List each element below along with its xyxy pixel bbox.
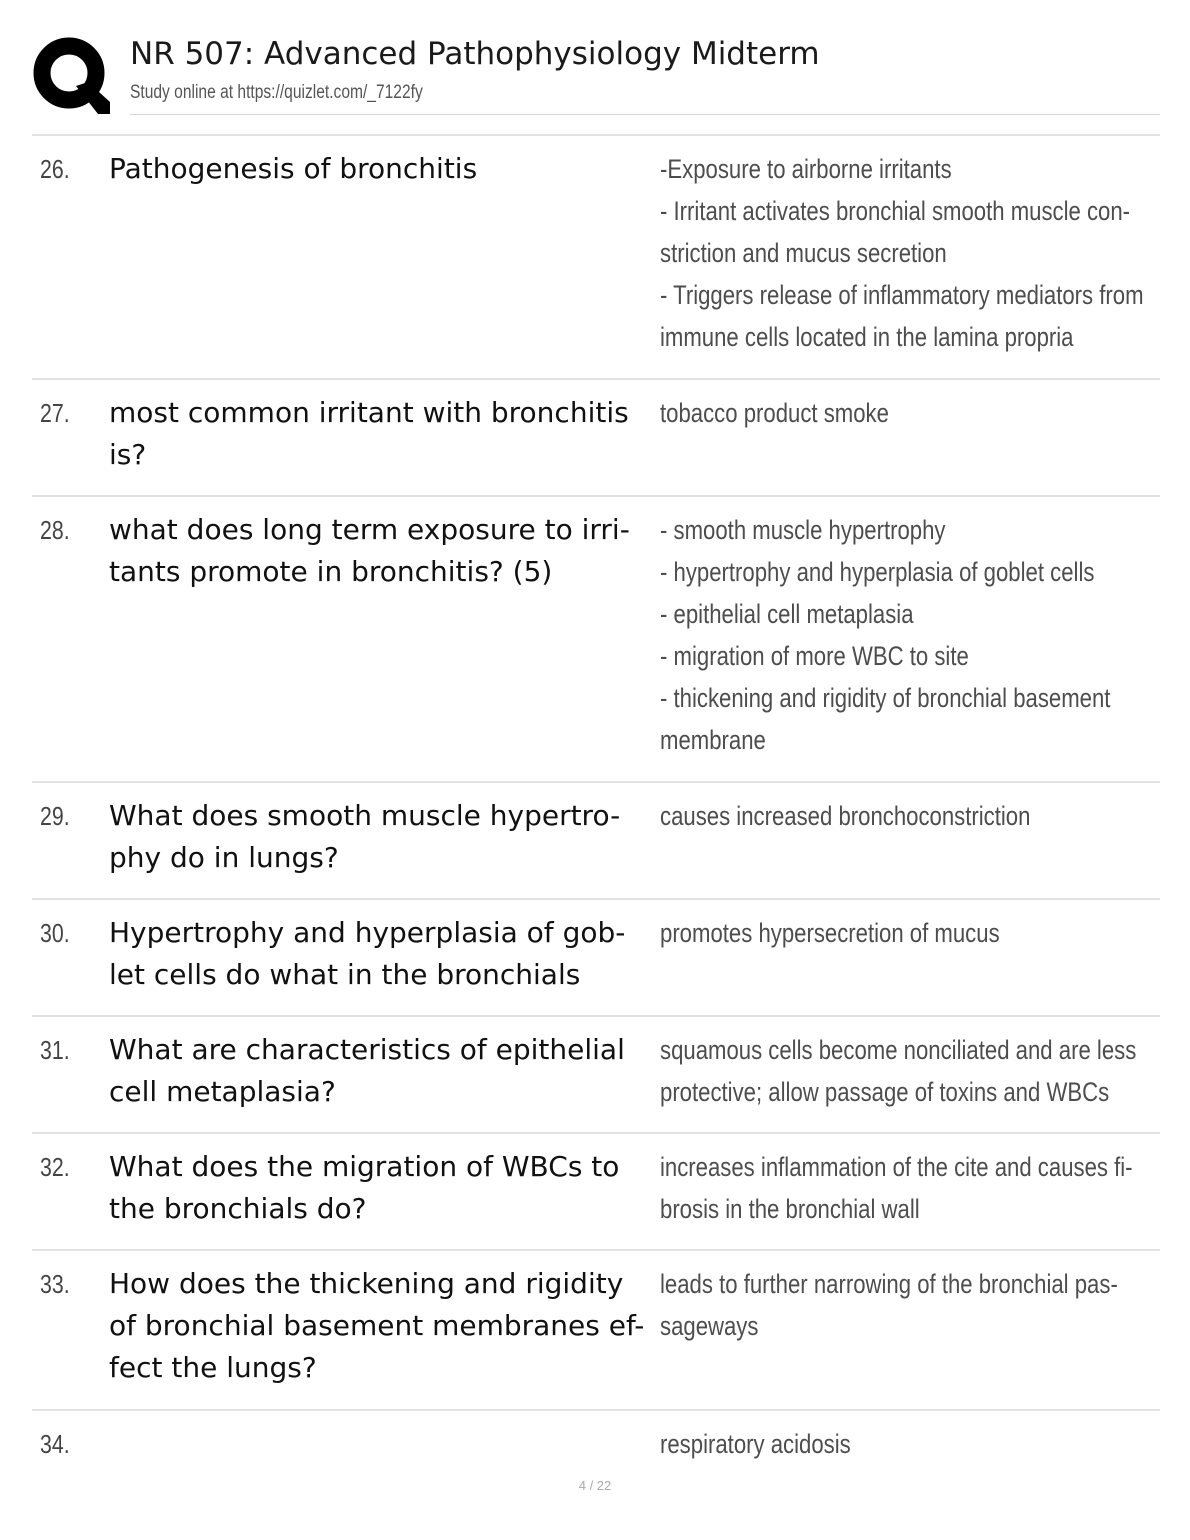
term-line: most common irritant with bronchitis bbox=[109, 396, 629, 429]
flashcard-row bbox=[32, 783, 1160, 900]
definition-line: promotes hypersecretion of mucus bbox=[660, 918, 1000, 948]
card-number: 27. bbox=[40, 398, 70, 428]
term-line: tants promote in bronchitis? (5) bbox=[109, 555, 553, 588]
definition-line: increases inflammation of the cite and causes fi- bbox=[660, 1152, 1133, 1182]
definition-line: membrane bbox=[660, 725, 766, 755]
definition-line: squamous cells become nonciliated and are less bbox=[660, 1035, 1137, 1065]
header-divider bbox=[130, 114, 1160, 115]
card-number: 28. bbox=[40, 515, 70, 545]
card-term bbox=[109, 912, 654, 996]
flashcard-row bbox=[32, 900, 1160, 1017]
page-number: 4 / 22 bbox=[578, 1478, 612, 1493]
term-line: let cells do what in the bronchials bbox=[109, 958, 581, 991]
definition-line: protective; allow passage of toxins and WBCs bbox=[660, 1077, 1110, 1107]
quizlet-logo-icon bbox=[32, 36, 110, 114]
card-term bbox=[109, 1146, 654, 1230]
term-line: Pathogenesis of bronchitis bbox=[109, 152, 478, 185]
study-online-link[interactable]: Study online at https://quizlet.com/_7122fy bbox=[130, 82, 423, 103]
definition-line: - epithelial cell metaplasia bbox=[660, 599, 914, 629]
definition-line: tobacco product smoke bbox=[660, 398, 889, 428]
card-definition bbox=[660, 1263, 1160, 1347]
definition-line: immune cells located in the lamina propria bbox=[660, 322, 1074, 352]
term-line: is? bbox=[109, 438, 147, 471]
definition-line: - Triggers release of inflammatory mediators from bbox=[660, 280, 1144, 310]
definition-line: leads to further narrowing of the bronchial pas- bbox=[660, 1269, 1118, 1299]
card-definition bbox=[660, 1423, 1160, 1465]
flashcard-row bbox=[32, 380, 1160, 497]
flashcard-row bbox=[32, 1017, 1160, 1134]
flashcard-row bbox=[32, 497, 1160, 783]
term-line: What are characteristics of epithelial bbox=[109, 1033, 625, 1066]
card-number: 32. bbox=[40, 1152, 70, 1182]
term-line: of bronchial basement membranes ef- bbox=[109, 1309, 645, 1342]
term-line: what does long term exposure to irri- bbox=[109, 513, 630, 546]
page-header bbox=[32, 30, 1160, 118]
term-line: the bronchials do? bbox=[109, 1192, 367, 1225]
card-term bbox=[109, 1029, 654, 1113]
flashcard-row bbox=[32, 136, 1160, 380]
card-definition bbox=[660, 148, 1160, 358]
card-term bbox=[109, 392, 654, 476]
definition-line: - Irritant activates bronchial smooth muscle con- bbox=[660, 196, 1131, 226]
definition-line: - hypertrophy and hyperplasia of goblet cells bbox=[660, 557, 1095, 587]
card-definition bbox=[660, 392, 1160, 434]
card-term bbox=[109, 509, 654, 593]
term-line: Hypertrophy and hyperplasia of gob- bbox=[109, 916, 626, 949]
card-term bbox=[109, 148, 654, 190]
definition-line: striction and mucus secretion bbox=[660, 238, 947, 268]
definition-line: - smooth muscle hypertrophy bbox=[660, 515, 946, 545]
card-definition bbox=[660, 912, 1160, 954]
card-number: 31. bbox=[40, 1035, 70, 1065]
definition-line: respiratory acidosis bbox=[660, 1429, 851, 1459]
card-definition bbox=[660, 1146, 1160, 1230]
definition-line: - migration of more WBC to site bbox=[660, 641, 969, 671]
card-definition bbox=[660, 1029, 1160, 1113]
term-line: What does smooth muscle hypertro- bbox=[109, 799, 621, 832]
flashcard-row bbox=[32, 1251, 1160, 1411]
term-line: What does the migration of WBCs to bbox=[109, 1150, 620, 1183]
card-term bbox=[109, 795, 654, 879]
card-number: 30. bbox=[40, 918, 70, 948]
card-term bbox=[109, 1263, 654, 1389]
term-line: cell metaplasia? bbox=[109, 1075, 336, 1108]
page-title: NR 507: Advanced Pathophysiology Midterm bbox=[130, 36, 820, 72]
term-line: How does the thickening and rigidity bbox=[109, 1267, 624, 1300]
card-number: 34. bbox=[40, 1429, 70, 1459]
definition-line: -Exposure to airborne irritants bbox=[660, 154, 952, 184]
definition-line: sageways bbox=[660, 1311, 759, 1341]
definition-line: causes increased bronchoconstriction bbox=[660, 801, 1031, 831]
flashcard-list bbox=[32, 136, 1160, 1501]
card-definition bbox=[660, 795, 1160, 837]
card-number: 26. bbox=[40, 154, 70, 184]
term-line: phy do in lungs? bbox=[109, 841, 339, 874]
card-number: 33. bbox=[40, 1269, 70, 1299]
card-number: 29. bbox=[40, 801, 70, 831]
term-line: fect the lungs? bbox=[109, 1351, 317, 1384]
flashcard-row bbox=[32, 1134, 1160, 1251]
definition-line: - thickening and rigidity of bronchial basement bbox=[660, 683, 1111, 713]
card-definition bbox=[660, 509, 1160, 761]
definition-line: brosis in the bronchial wall bbox=[660, 1194, 920, 1224]
